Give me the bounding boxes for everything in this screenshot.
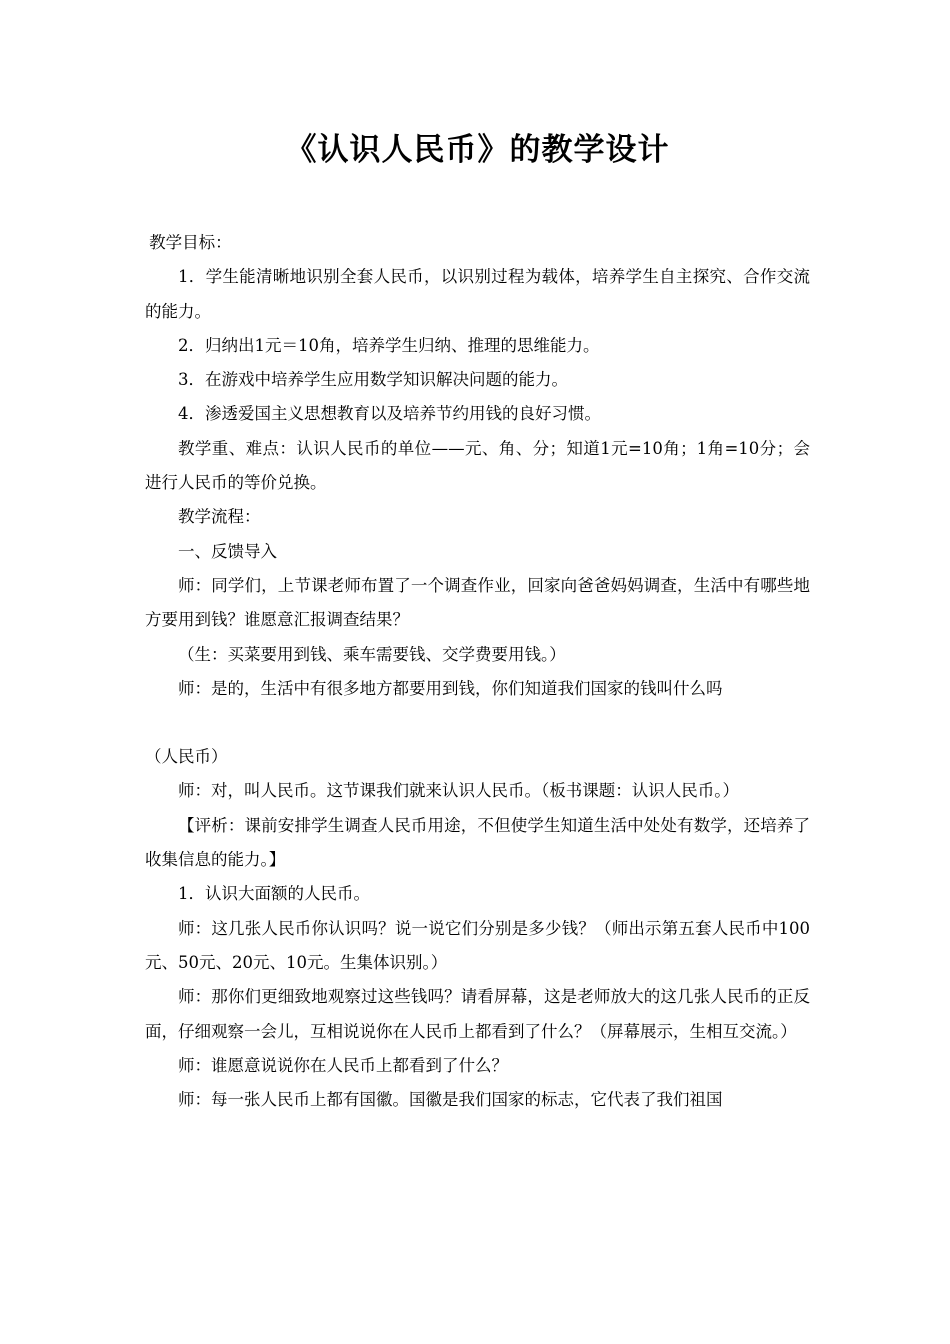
paragraph-answer-1: （人民币） [145, 747, 228, 767]
paragraph-teacher-3: 师：对，叫人民币。这节课我们就来认识人民币。（板书课题：认识人民币。） [178, 781, 739, 801]
paragraph-comment-1: 【评析：课前安排学生调查人民币用途，不但使学生知道生活中处处有数学，还培养了收集信息的能力。】 [145, 815, 810, 870]
paragraph-teacher-2: 师：是的，生活中有很多地方都要用到钱，你们知道我们国家的钱叫什么吗 [178, 678, 723, 698]
paragraph-objective-1: 1．学生能清晰地识别全套人民币，以识别过程为载体，培养学生自主探究、合作交流的能力。 [145, 267, 810, 321]
document-body [145, 226, 810, 1117]
paragraph-teacher-1: 师：同学们，上节课老师布置了一个调查作业，回家向爸爸妈妈调查，生活中有哪些地方要用到钱？谁愿意汇报调查结果？ [145, 575, 810, 630]
document-title: 《认识人民币》的教学设计 [285, 132, 670, 168]
paragraph-objective-2: 2．归纳出1元＝10角，培养学生归纳、推理的思维能力。 [178, 335, 600, 355]
paragraph-objective-3: 3．在游戏中培养学生应用数学知识解决问题的能力。 [178, 370, 568, 390]
paragraph-teacher-4: 师：这几张人民币你认识吗？说一说它们分别是多少钱？（师出示第五套人民币中100元、50元、20元、10元。生集体识别。） [145, 918, 810, 972]
paragraph-key-points: 教学重、难点：认识人民币的单位——元、角、分；知道1元=10角；1角=10分；会进行人民币的等价兑换。 [145, 438, 810, 493]
blank-line [145, 706, 810, 740]
paragraph-teacher-6: 师：谁愿意说说你在人民币上都看到了什么？ [178, 1055, 508, 1075]
paragraph-section-1: 一、反馈导入 [178, 541, 277, 561]
paragraph-step-1: 1．认识大面额的人民币。 [178, 884, 370, 904]
paragraph-teacher-5: 师：那你们更细致地观察过这些钱吗？请看屏幕，这是老师放大的这几张人民币的正反面，仔细观察一会儿，互相说说你在人民币上都看到了什么？（屏幕展示，生相互交流。） [145, 987, 810, 1041]
paragraph-objectives-heading: 教学目标： [149, 233, 232, 252]
paragraph-objective-4: 4．渗透爱国主义思想教育以及培养节约用钱的良好习惯。 [178, 404, 601, 424]
paragraph-process-heading: 教学流程： [178, 507, 261, 527]
paragraph-student-1: （生：买菜要用到钱、乘车需要钱、交学费要用钱。） [178, 644, 566, 664]
paragraph-teacher-7: 师：每一张人民币上都有国徽。国徽是我们国家的标志，它代表了我们祖国 [178, 1090, 723, 1110]
